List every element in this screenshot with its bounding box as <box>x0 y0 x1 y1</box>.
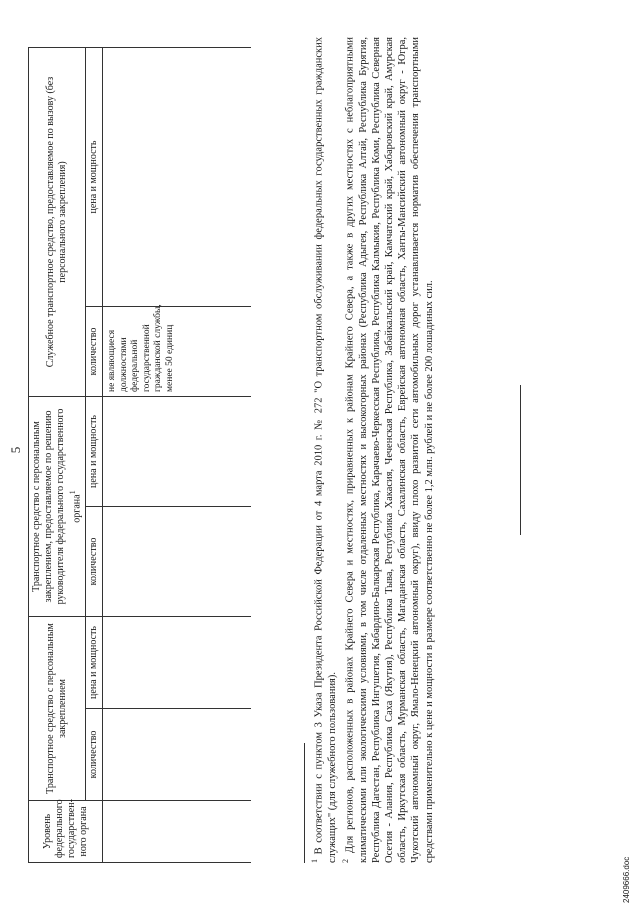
subheader-quantity: количество <box>86 709 103 801</box>
subheader-price-power: цена и мощность <box>86 396 103 506</box>
vehicle-norms-table <box>28 47 251 863</box>
table-cell <box>103 709 252 801</box>
header-head-decision-text: Транспортное средство с персональным закреплением, предоставляемое по решению руководителя федерального государственного органа <box>31 408 83 605</box>
table-cell <box>103 801 252 863</box>
footnote-2 <box>339 37 436 863</box>
footnote-2-text: Для регионов, расположенных в районах Крайнего Севера и местностях, приравненных к районам Крайнего Севера, а также в других местностях с неблагоприятными климатическими или экологическими условиями, в том числе отдаленных местностях и высокогорных районах (Республика Адыгея, Республика Алтай, Республика Бурятия, Республика Дагестан, Республика Ингушетия, Кабардино-Балкарская Республика, Карачаево-Черкесская Республика, Республика Калмыкия, Республика Коми, Республика Северная Осетия - Алания, Республика Саха (Якутия), Республика Тыва, Республика Хакасия, Чеченская Республика, Забайкальский край, Камчатский край, Хабаровский край, Амурская область, Иркутская область, Мурманская область, Магаданская область, Сахалинская область, Еврейская автономная область, Ханты-Мансийский автономный округ - Югра, Чукотский автономный округ, Ямало-Ненецкий автономный округ), ввиду плохо развитой сети автомобильных дорог устанавливается норматив обеспечения транспортными средствами применительно к цене и мощности в размере соответственно не более 1,2 млн. рублей и не более 200 лошадиных сил. <box>344 36 435 863</box>
table-cell <box>103 47 252 306</box>
footnote-ref-1: 1 <box>68 490 77 495</box>
document-id: 2409666.doc <box>622 856 631 903</box>
footnote-2-number: 2 <box>340 859 350 863</box>
footnote-1-number: 1 <box>310 859 319 863</box>
table-cell <box>103 396 252 506</box>
service-quantity-note: не являющиеся должностями федеральной государственной гражданской службы, менее 50 единиц <box>107 304 175 392</box>
table-cell <box>103 306 252 396</box>
subheader-quantity: количество <box>86 306 103 396</box>
table-row <box>103 47 252 862</box>
table-cell <box>103 507 252 617</box>
header-level: Уровень федерального государствен-ного органа <box>29 801 103 863</box>
subheader-price-power: цена и мощность <box>86 617 103 709</box>
header-service-vehicle: Служебное транспортное средство, предоставляемое по вызову (без персонального закрепления) <box>29 47 86 396</box>
subheader-price-power: цена и мощность <box>86 47 103 306</box>
subheader-quantity: количество <box>86 507 103 617</box>
header-personal-vehicle: Транспортное средство с персональным закреплением <box>29 617 86 801</box>
footnote-separator <box>304 743 305 863</box>
header-head-decision-vehicle <box>29 396 86 616</box>
page-number: 5 <box>8 446 23 454</box>
table-cell <box>103 617 252 709</box>
footnotes <box>308 37 436 863</box>
footnote-1-text: В соответствии с пунктом 3 Указа Президента Российской Федерации от 4 марта 2010 г. № 272 "О транспортном обслуживании федеральных государственных гражданских служащих" (для служебного пользования). <box>313 36 338 863</box>
end-separator <box>520 385 521 535</box>
footnote-1 <box>308 37 339 863</box>
